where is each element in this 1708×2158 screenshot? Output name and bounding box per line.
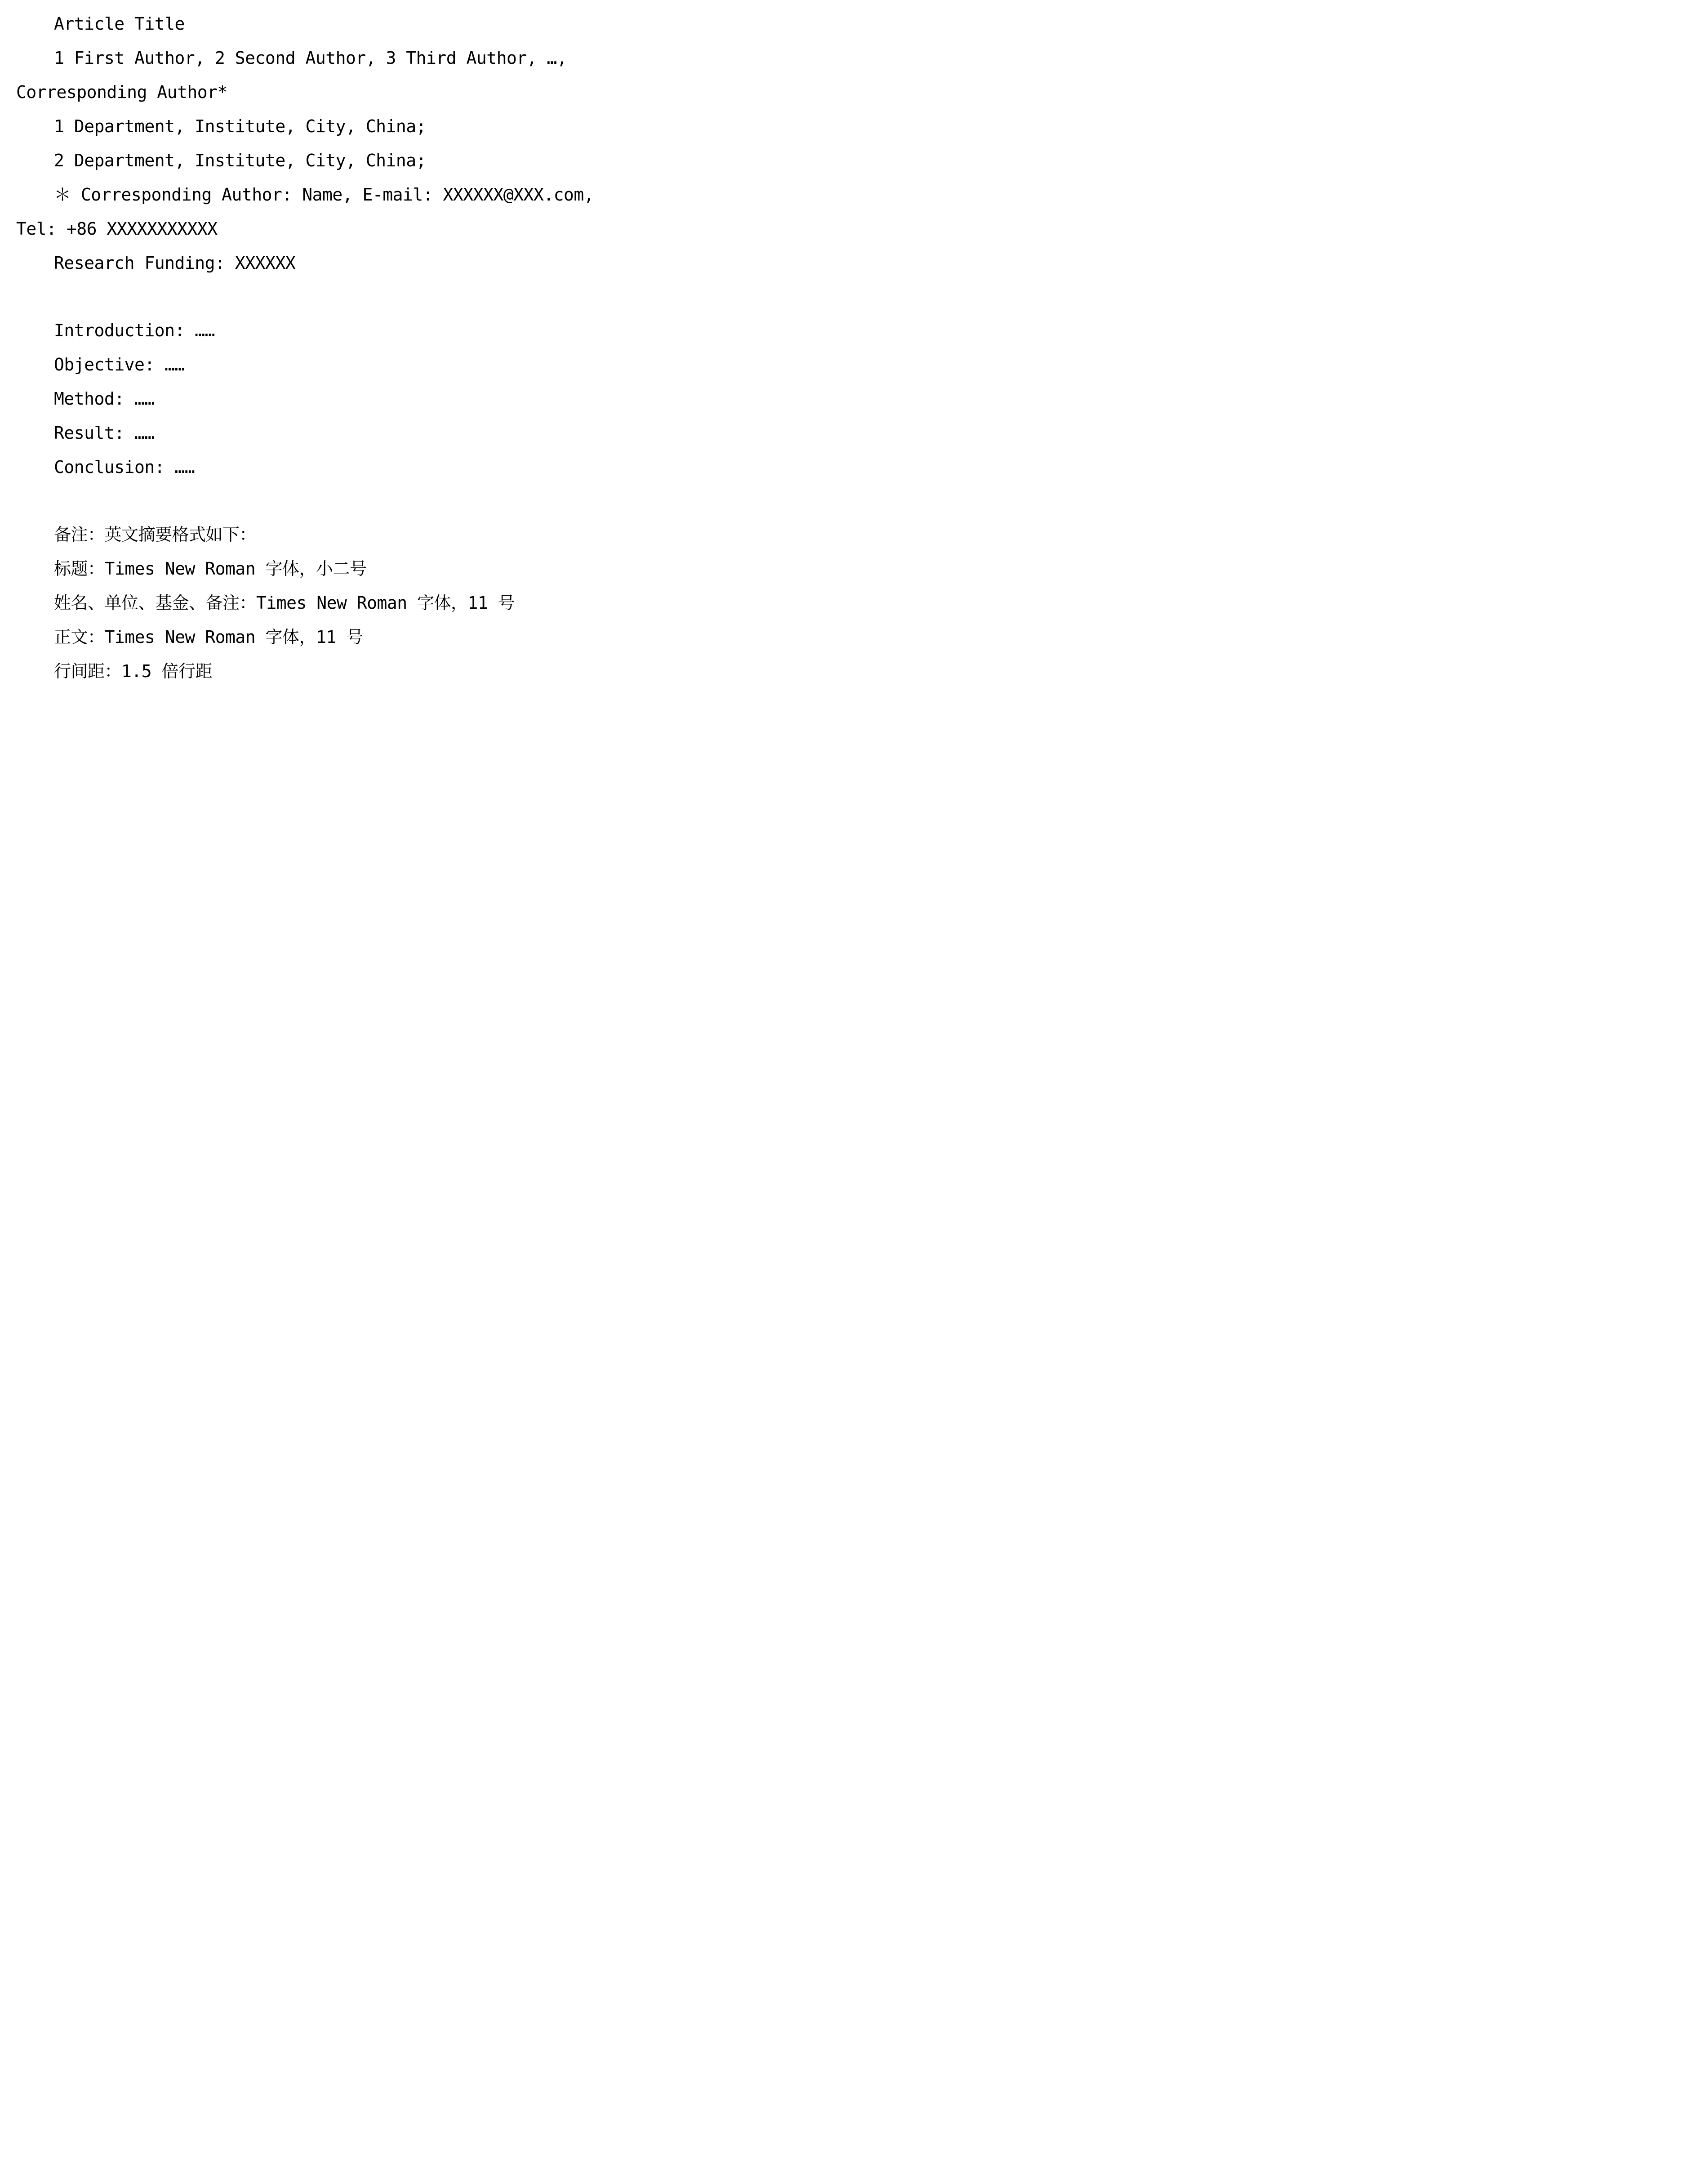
research-funding: Research Funding: XXXXXX (54, 253, 296, 273)
abstract-introduction: Introduction: …… (54, 321, 215, 340)
abstract-result: Result: …… (54, 423, 155, 443)
authors-line-2: Corresponding Author* (16, 82, 227, 102)
article-title: Article Title (54, 14, 185, 34)
abstract-conclusion: Conclusion: …… (54, 457, 195, 477)
note-heading: 备注：英文摘要格式如下： (54, 525, 257, 544)
note-body-format: 正文：Times New Roman 字体，11 号 (54, 627, 363, 647)
authors-line-1: 1 First Author, 2 Second Author, 3 Third Author, …, (54, 48, 567, 68)
document-page (0, 0, 594, 693)
corresponding-author-line-2: Tel: +86 XXXXXXXXXXX (16, 219, 218, 239)
note-title-format: 标题：Times New Roman 字体，小二号 (54, 559, 367, 579)
note-meta-format: 姓名、单位、基金、备注：Times New Roman 字体，11 号 (54, 593, 515, 613)
note-line-spacing: 行间距：1.5 倍行距 (54, 661, 213, 681)
abstract-objective: Objective: …… (54, 355, 185, 375)
corresponding-author-line-1: ＊ Corresponding Author: Name, E-mail: XXXXXX@XXX.com, (54, 185, 594, 205)
abstract-method: Method: …… (54, 389, 155, 409)
affiliation-1: 1 Department, Institute, City, China; (54, 116, 426, 136)
affiliation-2: 2 Department, Institute, City, China; (54, 151, 426, 170)
